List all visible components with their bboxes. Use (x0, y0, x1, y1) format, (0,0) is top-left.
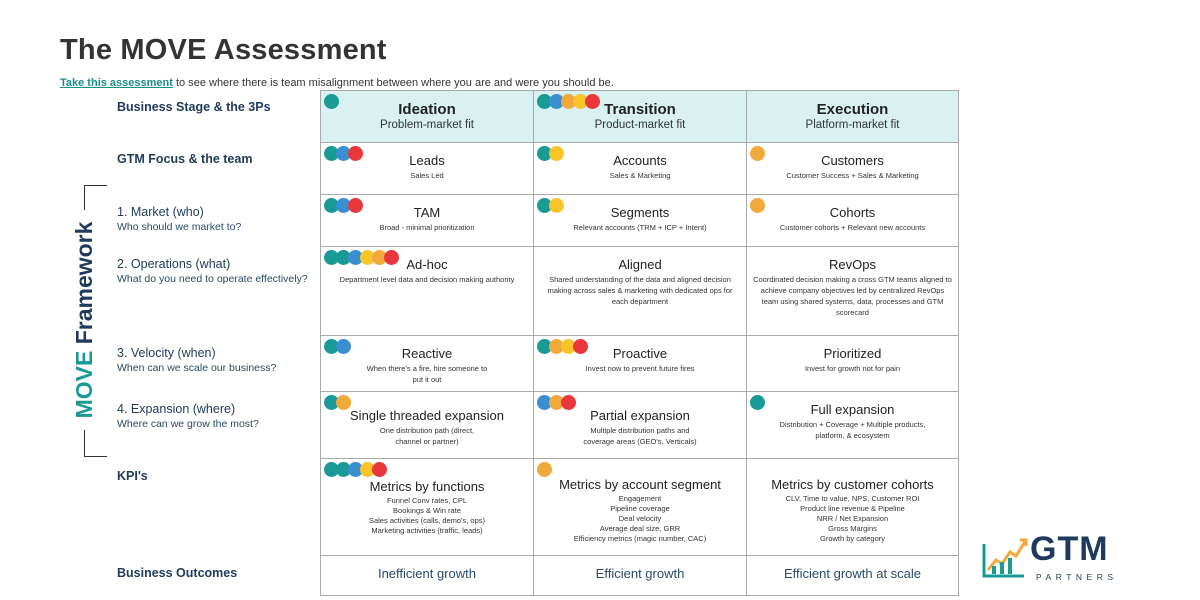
cell-title: Accounts (613, 153, 667, 168)
cell-sub: Multiple distribution paths and coverage areas (GEO's, Verticals) (583, 426, 697, 446)
cell-title: Execution (816, 101, 889, 118)
row-label-velocity (117, 346, 276, 374)
row-label-text: 1. Market (who) (117, 205, 204, 219)
cell-sub: Invest now to prevent future fires (585, 364, 695, 373)
red-team-dot (561, 395, 576, 410)
cell-operations-ideation (321, 247, 534, 336)
header-execution (747, 91, 959, 143)
cell-title: Partial expansion (590, 408, 690, 423)
row-label-text: 4. Expansion (where) (117, 402, 236, 416)
cell-operations-transition (534, 247, 747, 336)
teal-team-dot (750, 395, 765, 410)
red-team-dot (384, 250, 399, 265)
row-label-text: GTM Focus & the team (117, 152, 253, 166)
subtitle-text: to see where there is team misalignment between where you are and were you should be. (172, 77, 614, 89)
row-label-market (117, 205, 241, 233)
cell-expansion-ideation (321, 392, 534, 459)
red-team-dot (348, 146, 363, 161)
cell-title: Customers (821, 153, 884, 168)
cell-title: Aligned (618, 257, 662, 272)
blue-team-dot (336, 339, 351, 354)
cell-sub: Department level data and decision making authority (339, 275, 515, 284)
subtitle (60, 77, 614, 89)
cell-title: RevOps (829, 257, 876, 272)
orange-team-dot (750, 198, 765, 213)
cell-operations-execution (747, 247, 959, 336)
cell-gtm-transition (534, 143, 747, 195)
row-label-operations (117, 257, 308, 285)
assessment-grid (320, 90, 959, 596)
cell-sub: Sales & Marketing (609, 171, 671, 180)
cell-kpis-transition (534, 459, 747, 556)
red-team-dot (573, 339, 588, 354)
cell-title: Inefficient growth (377, 566, 477, 581)
cell-sub: Broad - minimal prioritization (379, 223, 475, 232)
cell-sub: Distribution + Coverage + Multiple products, platform, & ecosystem (779, 420, 926, 440)
cell-sub: Platform-market fit (805, 119, 900, 131)
cell-title: Transition (604, 101, 676, 118)
row-label-sub: What do you need to operate effectively? (117, 273, 308, 285)
growth-chart-icon (980, 532, 1032, 580)
cell-kpis-ideation (321, 459, 534, 556)
cell-title: Ideation (398, 101, 456, 118)
cell-outcome-transition (534, 556, 747, 596)
cell-title: Ad-hoc (406, 257, 448, 272)
framework-label-framework: Framework (71, 221, 97, 351)
row-label-text: Business Outcomes (117, 566, 238, 580)
cell-outcome-ideation (321, 556, 534, 596)
row-label-text: 2. Operations (what) (117, 257, 231, 271)
cell-sub: Engagement Pipeline coverage Deal velocity Average deal size, GRR Efficiency metrics (magic number, CAC) (573, 494, 707, 543)
cell-sub: Customer Success + Sales & Marketing (786, 171, 919, 180)
row-label-kpis (117, 469, 148, 483)
red-team-dot (372, 462, 387, 477)
orange-team-dot (750, 146, 765, 161)
cell-market-transition (534, 195, 747, 247)
cell-velocity-transition (534, 336, 747, 392)
cell-title: Leads (409, 153, 445, 168)
row-label-expansion (117, 402, 259, 430)
page-title: The MOVE Assessment (60, 34, 387, 66)
cell-sub: Sales Led (410, 171, 444, 180)
cell-title: Segments (610, 205, 670, 220)
red-team-dot (348, 198, 363, 213)
cell-title: Metrics by customer cohorts (771, 477, 934, 492)
row-label-text: Business Stage & the 3Ps (117, 100, 271, 114)
cell-title: Reactive (401, 346, 453, 361)
row-label-outcomes (117, 566, 237, 580)
row-label-sub: When can we scale our business? (117, 362, 277, 374)
cell-sub: Product-market fit (594, 119, 686, 131)
cell-sub: Shared understanding of the data and aligned decision making across sales & marketing with dedicated ops for each department (547, 275, 733, 306)
cell-title: Full expansion (810, 402, 895, 417)
cell-title: Efficient growth at scale (783, 566, 922, 581)
cell-sub: When there's a fire, hire someone to put it out (366, 364, 488, 384)
cell-gtm-execution (747, 143, 959, 195)
row-label-text: KPI's (117, 469, 148, 483)
cell-sub: Relevant accounts (TRM + ICP + Intent) (573, 223, 707, 232)
orange-team-dot (537, 462, 552, 477)
cell-expansion-transition (534, 392, 747, 459)
cell-title: Prioritized (823, 346, 882, 361)
cell-sub: One distribution path (direct, channel or partner) (379, 426, 475, 446)
cell-market-ideation (321, 195, 534, 247)
orange-team-dot (336, 395, 351, 410)
cell-expansion-execution (747, 392, 959, 459)
logo-name: GTM (1030, 530, 1109, 568)
cell-sub: CLV, Time to value, NPS, Customer ROI Product line revenue & Pipeline NRR / Net Expansion Gross Margins Growth by category (785, 494, 920, 543)
cell-title: Single threaded expansion (350, 408, 504, 423)
row-label-text: 3. Velocity (when) (117, 346, 216, 360)
cell-sub: Coordinated decision making a cross GTM teams aligned to achieve company objectives led by centralized RevOps team using shared systems, data, processes and GTM scorecard (753, 275, 952, 317)
red-team-dot (585, 94, 600, 109)
cell-velocity-execution (747, 336, 959, 392)
header-transition (534, 91, 747, 143)
gtm-partners-logo (980, 530, 1140, 586)
yellow-team-dot (549, 198, 564, 213)
cell-kpis-execution (747, 459, 959, 556)
row-label-sub: Where can we grow the most? (117, 418, 259, 430)
cell-title: TAM (413, 205, 441, 220)
framework-label-move: MOVE (71, 350, 97, 419)
row-label-sub: Who should we market to? (117, 221, 242, 233)
row-label-gtm (117, 152, 252, 166)
cell-title: Efficient growth (595, 566, 685, 581)
header-ideation (321, 91, 534, 143)
cell-title: Metrics by account segment (559, 477, 721, 492)
cell-outcome-execution (747, 556, 959, 596)
teal-team-dot (324, 94, 339, 109)
cell-velocity-ideation (321, 336, 534, 392)
cell-gtm-ideation (321, 143, 534, 195)
row-label-stage (117, 100, 271, 114)
cell-sub: Problem-market fit (380, 119, 474, 131)
cell-market-execution (747, 195, 959, 247)
cell-sub: Invest for growth not for pain (804, 364, 901, 373)
cell-title: Cohorts (829, 205, 876, 220)
cell-sub: Funnel Conv rates, CPL Bookings & Win rate Sales activities (calls, demo's, ops) Marketing activities (traffic, leads) (368, 496, 486, 535)
logo-tagline: PARTNERS (1036, 572, 1118, 582)
yellow-team-dot (549, 146, 564, 161)
cell-sub: Customer cohorts + Relevant new accounts (779, 223, 926, 232)
take-assessment-link[interactable]: Take this assessment (60, 77, 173, 89)
cell-title: Metrics by functions (369, 479, 485, 494)
cell-title: Proactive (612, 346, 668, 361)
